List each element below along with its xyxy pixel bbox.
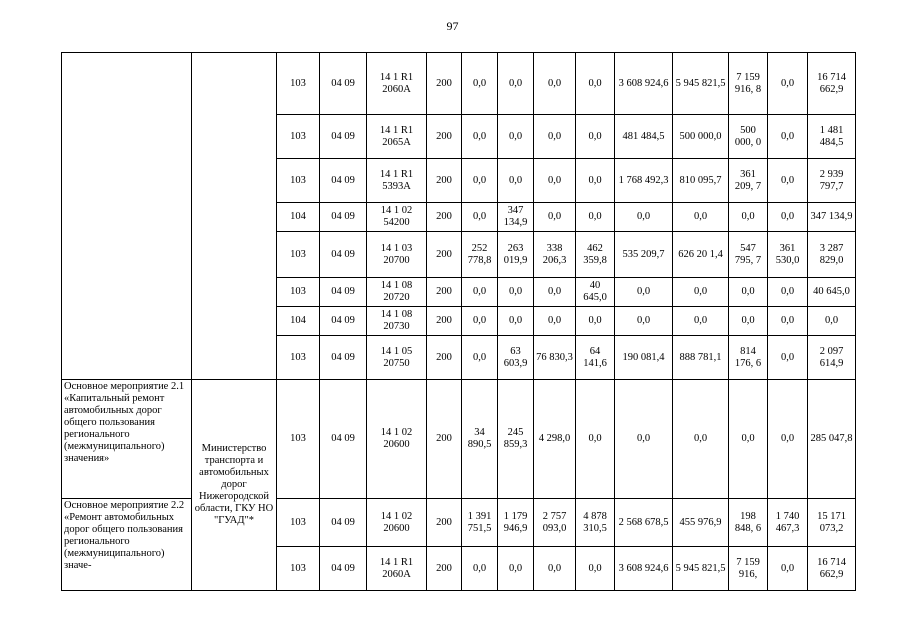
rzpr-cell: 04 09 [320, 232, 367, 278]
year-value-cell: 0,0 [768, 547, 808, 591]
executor-cell: Министерство транспорта и автомобильных дорог Нижегородской области, ГКУ НО "ГУАД"* [192, 380, 277, 591]
year-value-cell: 0,0 [498, 159, 534, 203]
total-cell: 1 481 484,5 [808, 115, 856, 159]
year-value-cell: 347 134,9 [498, 203, 534, 232]
year-value-cell: 5 945 821,5 [673, 53, 729, 115]
total-cell: 2 097 614,9 [808, 336, 856, 380]
year-value-cell: 0,0 [576, 159, 615, 203]
year-value-cell: 5 945 821,5 [673, 547, 729, 591]
year-value-cell: 64 141,6 [576, 336, 615, 380]
year-value-cell: 2 757 093,0 [534, 499, 576, 547]
year-value-cell: 0,0 [462, 307, 498, 336]
year-value-cell: 535 209,7 [615, 232, 673, 278]
csr-cell: 14 1 R1 5393А [367, 159, 427, 203]
year-value-cell: 0,0 [576, 547, 615, 591]
year-value-cell: 0,0 [462, 278, 498, 307]
year-value-cell: 0,0 [498, 547, 534, 591]
vr-cell: 200 [427, 499, 462, 547]
budget-table [61, 52, 856, 591]
csr-cell: 14 1 02 20600 [367, 380, 427, 499]
grbs-cell: 104 [277, 307, 320, 336]
vr-cell: 200 [427, 115, 462, 159]
year-value-cell: 7 159 916, 8 [729, 53, 768, 115]
vr-cell: 200 [427, 307, 462, 336]
executor-cell [192, 53, 277, 380]
year-value-cell: 198 848, 6 [729, 499, 768, 547]
year-value-cell: 0,0 [768, 203, 808, 232]
vr-cell: 200 [427, 278, 462, 307]
total-cell: 16 714 662,9 [808, 547, 856, 591]
year-value-cell: 0,0 [534, 115, 576, 159]
table-row [62, 499, 856, 547]
year-value-cell: 0,0 [462, 336, 498, 380]
total-cell: 347 134,9 [808, 203, 856, 232]
rzpr-cell: 04 09 [320, 336, 367, 380]
event-description-cell: Основное мероприятие 2.1 «Капитальный ремонт автомобильных дорог общего пользования регионального (межмуниципального) значения» [62, 380, 192, 499]
year-value-cell: 0,0 [462, 53, 498, 115]
csr-cell: 14 1 08 20720 [367, 278, 427, 307]
year-value-cell: 0,0 [768, 53, 808, 115]
year-value-cell: 40 645,0 [576, 278, 615, 307]
total-cell: 3 287 829,0 [808, 232, 856, 278]
year-value-cell: 0,0 [498, 307, 534, 336]
year-value-cell: 0,0 [534, 53, 576, 115]
csr-cell: 14 1 08 20730 [367, 307, 427, 336]
year-value-cell: 455 976,9 [673, 499, 729, 547]
rzpr-cell: 04 09 [320, 53, 367, 115]
year-value-cell: 63 603,9 [498, 336, 534, 380]
year-value-cell: 2 568 678,5 [615, 499, 673, 547]
year-value-cell: 0,0 [576, 53, 615, 115]
year-value-cell: 0,0 [576, 115, 615, 159]
year-value-cell: 190 081,4 [615, 336, 673, 380]
year-value-cell: 361 530,0 [768, 232, 808, 278]
year-value-cell: 500 000,0 [673, 115, 729, 159]
csr-cell: 14 1 05 20750 [367, 336, 427, 380]
year-value-cell: 0,0 [673, 307, 729, 336]
year-value-cell: 245 859,3 [498, 380, 534, 499]
total-cell: 0,0 [808, 307, 856, 336]
year-value-cell: 0,0 [534, 547, 576, 591]
year-value-cell: 0,0 [534, 159, 576, 203]
year-value-cell: 462 359,8 [576, 232, 615, 278]
year-value-cell: 4 878 310,5 [576, 499, 615, 547]
event-description-cell [62, 53, 192, 380]
year-value-cell: 500 000, 0 [729, 115, 768, 159]
year-value-cell: 1 740 467,3 [768, 499, 808, 547]
year-value-cell: 888 781,1 [673, 336, 729, 380]
rzpr-cell: 04 09 [320, 380, 367, 499]
year-value-cell: 0,0 [576, 307, 615, 336]
grbs-cell: 103 [277, 278, 320, 307]
rzpr-cell: 04 09 [320, 159, 367, 203]
grbs-cell: 103 [277, 232, 320, 278]
year-value-cell: 0,0 [729, 278, 768, 307]
table-row [62, 53, 856, 115]
year-value-cell: 338 206,3 [534, 232, 576, 278]
year-value-cell: 0,0 [615, 203, 673, 232]
year-value-cell: 0,0 [615, 278, 673, 307]
year-value-cell: 626 20 1,4 [673, 232, 729, 278]
total-cell: 285 047,8 [808, 380, 856, 499]
vr-cell: 200 [427, 203, 462, 232]
vr-cell: 200 [427, 159, 462, 203]
vr-cell: 200 [427, 380, 462, 499]
year-value-cell: 0,0 [673, 380, 729, 499]
year-value-cell: 0,0 [462, 547, 498, 591]
rzpr-cell: 04 09 [320, 115, 367, 159]
year-value-cell: 0,0 [615, 380, 673, 499]
year-value-cell: 0,0 [768, 278, 808, 307]
csr-cell: 14 1 02 54200 [367, 203, 427, 232]
rzpr-cell: 04 09 [320, 307, 367, 336]
year-value-cell: 0,0 [498, 278, 534, 307]
year-value-cell: 0,0 [462, 159, 498, 203]
year-value-cell: 3 608 924,6 [615, 547, 673, 591]
year-value-cell: 1 179 946,9 [498, 499, 534, 547]
year-value-cell: 0,0 [768, 380, 808, 499]
grbs-cell: 103 [277, 547, 320, 591]
year-value-cell: 0,0 [534, 278, 576, 307]
year-value-cell: 0,0 [729, 203, 768, 232]
vr-cell: 200 [427, 53, 462, 115]
year-value-cell: 0,0 [768, 307, 808, 336]
year-value-cell: 76 830,3 [534, 336, 576, 380]
total-cell: 40 645,0 [808, 278, 856, 307]
grbs-cell: 103 [277, 115, 320, 159]
year-value-cell: 0,0 [498, 115, 534, 159]
year-value-cell: 0,0 [462, 203, 498, 232]
total-cell: 15 171 073,2 [808, 499, 856, 547]
year-value-cell: 0,0 [615, 307, 673, 336]
year-value-cell: 7 159 916, [729, 547, 768, 591]
year-value-cell: 0,0 [534, 307, 576, 336]
year-value-cell: 0,0 [462, 115, 498, 159]
year-value-cell: 0,0 [576, 203, 615, 232]
year-value-cell: 0,0 [673, 278, 729, 307]
year-value-cell: 0,0 [729, 307, 768, 336]
year-value-cell: 0,0 [498, 53, 534, 115]
grbs-cell: 103 [277, 159, 320, 203]
table-row [62, 380, 856, 499]
page-number: 97 [446, 19, 459, 33]
year-value-cell: 361 209, 7 [729, 159, 768, 203]
year-value-cell: 4 298,0 [534, 380, 576, 499]
rzpr-cell: 04 09 [320, 278, 367, 307]
rzpr-cell: 04 09 [320, 547, 367, 591]
csr-cell: 14 1 02 20600 [367, 499, 427, 547]
grbs-cell: 103 [277, 380, 320, 499]
total-cell: 16 714 662,9 [808, 53, 856, 115]
year-value-cell: 547 795, 7 [729, 232, 768, 278]
year-value-cell: 0,0 [768, 336, 808, 380]
year-value-cell: 0,0 [673, 203, 729, 232]
year-value-cell: 1 768 492,3 [615, 159, 673, 203]
year-value-cell: 0,0 [729, 380, 768, 499]
csr-cell: 14 1 R1 2060А [367, 547, 427, 591]
year-value-cell: 3 608 924,6 [615, 53, 673, 115]
total-cell: 2 939 797,7 [808, 159, 856, 203]
year-value-cell: 810 095,7 [673, 159, 729, 203]
grbs-cell: 104 [277, 203, 320, 232]
grbs-cell: 103 [277, 336, 320, 380]
year-value-cell: 814 176, 6 [729, 336, 768, 380]
year-value-cell: 0,0 [768, 159, 808, 203]
event-description-cell: Основное мероприятие 2.2 «Ремонт автомобильных дорог общего пользования регионального (межмуниципального) значе- [62, 499, 192, 591]
csr-cell: 14 1 R1 2065А [367, 115, 427, 159]
grbs-cell: 103 [277, 53, 320, 115]
rzpr-cell: 04 09 [320, 203, 367, 232]
rzpr-cell: 04 09 [320, 499, 367, 547]
vr-cell: 200 [427, 336, 462, 380]
year-value-cell: 263 019,9 [498, 232, 534, 278]
grbs-cell: 103 [277, 499, 320, 547]
year-value-cell: 1 391 751,5 [462, 499, 498, 547]
csr-cell: 14 1 R1 2060А [367, 53, 427, 115]
year-value-cell: 0,0 [768, 115, 808, 159]
year-value-cell: 0,0 [576, 380, 615, 499]
year-value-cell: 252 778,8 [462, 232, 498, 278]
vr-cell: 200 [427, 547, 462, 591]
csr-cell: 14 1 03 20700 [367, 232, 427, 278]
vr-cell: 200 [427, 232, 462, 278]
year-value-cell: 0,0 [534, 203, 576, 232]
year-value-cell: 481 484,5 [615, 115, 673, 159]
year-value-cell: 34 890,5 [462, 380, 498, 499]
